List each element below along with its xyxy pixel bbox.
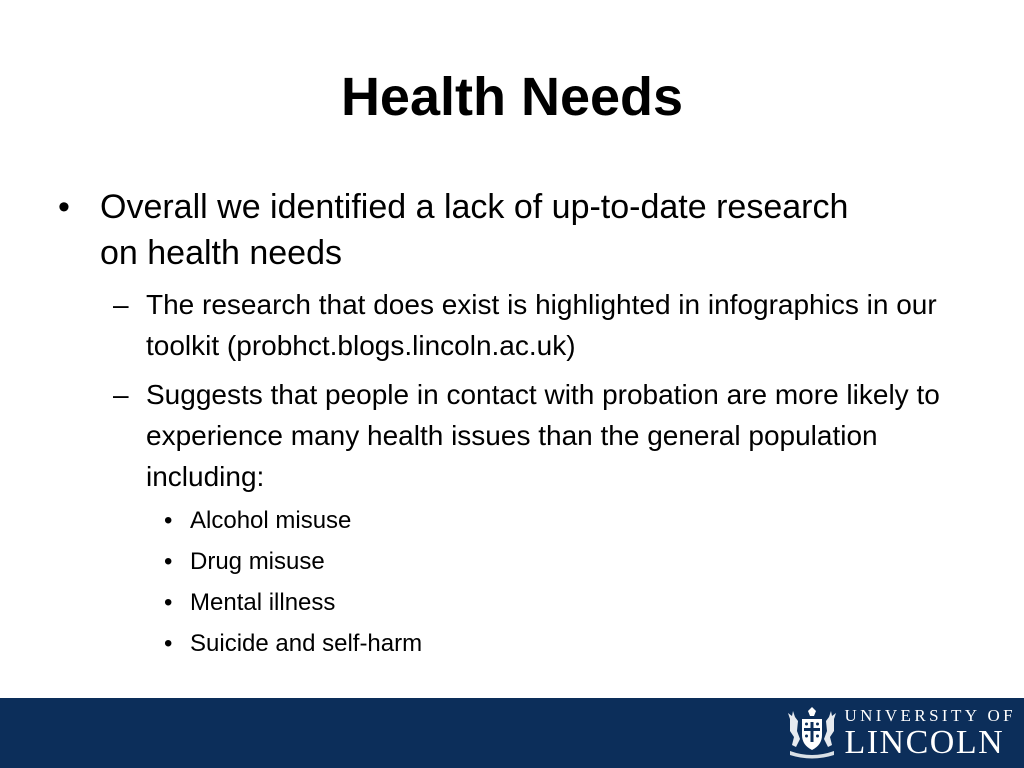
list-item-text: Alcohol misuse — [190, 507, 352, 534]
bullet-icon: • — [164, 507, 173, 534]
list-item-text: Suicide and self-harm — [190, 630, 423, 657]
logo-wordmark — [844, 706, 1016, 760]
bullet-icon: • — [164, 548, 173, 575]
bullet-icon: • — [164, 630, 173, 657]
logo-line-university-of: UNIVERSITY OF — [844, 706, 1016, 725]
list-item-text: Mental illness — [190, 589, 336, 616]
sub-point-2 — [113, 374, 986, 497]
list-item-alcohol — [164, 501, 790, 541]
list-item-text: Drug misuse — [190, 548, 325, 575]
bullet-icon: • — [58, 188, 70, 226]
university-crest-icon — [784, 707, 840, 759]
bullet-text: Overall we identified a lack of up-to-date research on health needs — [100, 188, 849, 272]
footer-bar — [0, 698, 1024, 768]
university-logo — [784, 707, 1016, 759]
list-item-mental — [164, 583, 790, 623]
bullet-icon: • — [164, 589, 173, 616]
sub-point-text: The research that does exist is highlighted in infographics in our toolkit (probhct.blogs.lincoln.ac.uk) — [146, 289, 937, 361]
dash-bullet-icon: – — [113, 379, 129, 410]
list-item-drug — [164, 542, 790, 582]
logo-line-lincoln: LINCOLN — [844, 724, 1005, 761]
sub-point-text: Suggests that people in contact with probation are more likely to experience many health issues than the general population including: — [146, 379, 940, 492]
sub-point-1 — [113, 284, 986, 366]
dash-bullet-icon: – — [113, 289, 129, 320]
bullet-point-main — [58, 184, 860, 276]
list-item-suicide — [164, 624, 790, 664]
slide-title: Health Needs — [340, 67, 684, 127]
